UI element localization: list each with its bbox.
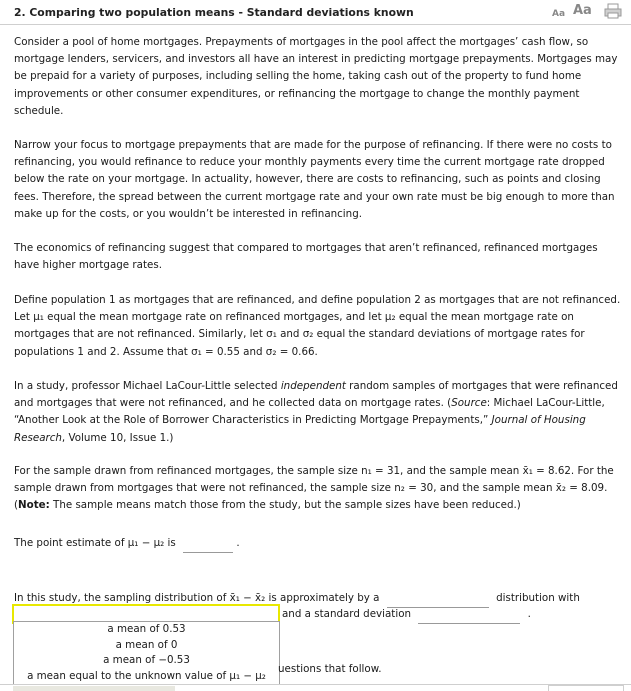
sample-paragraph bbox=[14, 463, 622, 515]
study-text-c: : Michael LaCour-Little, “Another Look at the Role of Borrower Characteristics in Predicting Mortgage Prepayments,” bbox=[14, 397, 605, 427]
intro-paragraph: Consider a pool of home mortgages. Prepayments of mortgages in the pool affect the mortgages’ cash flow, so mortgage lenders, servicers, and investors all have an interest in predicting mortgage prepayments. Mortgages may be prepaid for a variety of purposes, including selling the home, taking cash out of the property to fund home improvements or other consumer expenditures, or refinancing the mortgage to change the monthly payment schedule. bbox=[14, 36, 618, 117]
sampling-text-c: and a standard deviation bbox=[282, 608, 412, 620]
sampling-period: . bbox=[527, 608, 531, 620]
population-definition-paragraph: Define population 1 as mortgages that are refinanced, and define population 2 as mortgages that are not refinanced. Let μ₁ equal the mean mortgage rate on refinanced mortgages, and let μ₂ equal the mean mortgage rate on mortgages that are not refinanced. Similarly, let σ₁ and σ₂ equal the standard deviations of mortgage rates for populations 1 and 2. Assume that σ₁ = 0.55 and σ₂ = 0.66. bbox=[14, 294, 621, 358]
standard-deviation-dropdown[interactable] bbox=[418, 606, 520, 624]
refinancing-paragraph: Narrow your focus to mortgage prepayments that are made for the purpose of refinancing. If there were no costs to refinancing, you would refinance to reduce your monthly payments every time the current mortgage rate dropped below the rate on your mortgage. In actuality, however, there are costs to refinancing, such as points and closing fees. Therefore, the spread between the current mortgage rate and your own rate must be big enough to more than make up for the costs, or you wouldn’t be interested in refinancing. bbox=[14, 139, 615, 220]
trailing-text: uestions that follow. bbox=[278, 663, 382, 675]
study-text-a: In a study, professor Michael LaCour-Little selected bbox=[14, 380, 281, 392]
sampling-text-a: In this study, the sampling distribution of x̄₁ − x̄₂ is approximately by a bbox=[14, 592, 380, 604]
bottom-tab[interactable] bbox=[13, 686, 175, 691]
bottom-box bbox=[548, 685, 624, 691]
study-journal: Journal of Housing Research bbox=[14, 414, 586, 444]
dropdown-option[interactable]: a mean of 0 bbox=[115, 638, 178, 651]
dropdown-option[interactable]: a mean equal to the unknown value of μ₁ − μ₂ bbox=[27, 669, 266, 682]
decrease-font-button[interactable]: Aa bbox=[552, 9, 566, 19]
note-label: Note: bbox=[18, 499, 50, 512]
sample-text-b: The sample means match those from the study, but the sample sizes have been reduced.) bbox=[49, 499, 521, 512]
printer-icon[interactable] bbox=[604, 3, 622, 19]
sampling-row-2 bbox=[282, 606, 531, 624]
question-header bbox=[0, 0, 631, 26]
study-paragraph bbox=[14, 378, 622, 447]
point-estimate-input[interactable] bbox=[183, 535, 233, 553]
point-estimate-period: . bbox=[236, 537, 240, 549]
economics-paragraph: The economics of refinancing suggest that compared to mortgages that aren’t refinanced, refinanced mortgages have higher mortgage rates. bbox=[14, 242, 598, 272]
sample-text-a: For the sample drawn from refinanced mortgages, the sample size n₁ = 31, and the sample mean x̄₁ = 8.62. For the sample drawn from mortgages that were not refinanced, the sample size n₂ = 30, and the sample mean x̄₂ = 8.09. ( bbox=[14, 465, 614, 512]
study-independent: independent bbox=[280, 380, 346, 392]
point-estimate-label: The point estimate of μ₁ − μ₂ is bbox=[14, 537, 176, 549]
study-text-d: , Volume 10, Issue 1.) bbox=[61, 431, 174, 444]
point-estimate-row bbox=[14, 535, 240, 553]
increase-font-button[interactable]: Aa bbox=[573, 3, 592, 18]
question-title: 2. Comparing two population means - Standard deviations known bbox=[14, 6, 414, 19]
study-source-label: Source bbox=[451, 397, 487, 410]
mean-dropdown-menu bbox=[13, 621, 280, 685]
header-divider bbox=[0, 24, 631, 25]
study-text-b: random samples of mortgages that were refinanced and mortgages that were not refinanced, and he collected data on mortgage rates. ( bbox=[14, 380, 618, 410]
sampling-text-b: distribution with bbox=[496, 592, 580, 604]
dropdown-option[interactable]: a mean of −0.53 bbox=[103, 654, 190, 666]
dropdown-option[interactable]: a mean of 0.53 bbox=[107, 623, 186, 635]
